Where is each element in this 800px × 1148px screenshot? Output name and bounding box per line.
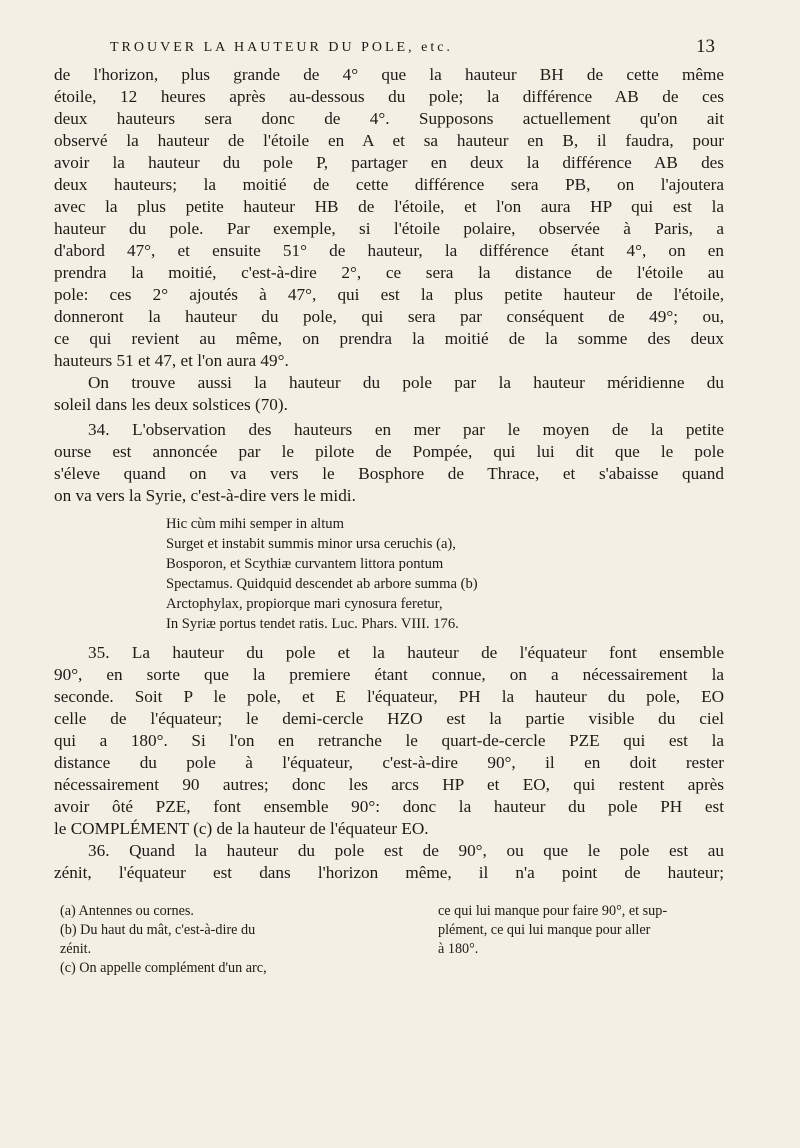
verse-line: In Syriæ portus tendet ratis. Luc. Phars. VIII. 176. [166,616,459,632]
text-line: prendra la moitié, c'est-à-dire 2°, ce sera la distance de l'étoile au [54,263,724,282]
text-line: On trouve aussi la hauteur du pole par la hauteur méridienne du [88,373,724,392]
footnotes [60,902,720,992]
text-line: on va vers la Syrie, c'est-à-dire vers le midi. [54,486,356,505]
text-line: ourse est annoncée par le pilote de Pompée, qui lui dit que le pole [54,442,724,461]
text-line: s'éleve quand on va vers le Bosphore de Thrace, et s'abaisse quand [54,464,724,483]
text-line: ce qui revient au même, on prendra la moitié de la somme des deux [54,329,724,348]
text-line: hauteurs 51 et 47, et l'on aura 49°. [54,351,289,370]
verse-line: Surget et instabit summis minor ursa ceruchis (a), [166,536,456,552]
text-line: avec la plus petite hauteur HB de l'étoile, et l'on aura HP qui est la [54,197,724,216]
running-title: TROUVER LA HAUTEUR DU POLE, etc. [110,40,453,55]
verse-line: Spectamus. Quidquid descendet ab arbore summa (b) [166,576,478,592]
text-line: deux hauteurs; la moitié de cette différence sera PB, on l'ajoutera [54,175,724,194]
page-number: 13 [696,36,715,57]
text-line: seconde. Soit P le pole, et E l'équateur, PH la hauteur du pole, EO [54,687,724,706]
text-line: 36. Quand la hauteur du pole est de 90°, ou que le pole est au [88,841,724,860]
footnote-line: (b) Du haut du mât, c'est-à-dire du [60,922,256,938]
verse-line: Hic cùm mihi semper in altum [166,516,344,532]
text-line: nécessairement 90 autres; donc les arcs HP et EO, qui restent après [54,775,724,794]
footnote-line: plément, ce qui lui manque pour aller [438,922,651,938]
text-line: soleil dans les deux solstices (70). [54,395,288,414]
text-line: qui a 180°. Si l'on en retranche le quart-de-cercle PZE qui est la [54,731,724,750]
text-line: hauteur du pole. Par exemple, si l'étoile polaire, observée à Paris, a [54,219,724,238]
text-line: de l'horizon, plus grande de 4° que la hauteur BH de cette même [54,65,724,84]
verse-line: Arctophylax, propiorque mari cynosura feretur, [166,596,443,612]
text-line: distance du pole à l'équateur, c'est-à-dire 90°, il en doit rester [54,753,724,772]
text-line: avoir ôté PZE, font ensemble 90°: donc la hauteur du pole PH est [54,797,724,816]
footnote-line: ce qui lui manque pour faire 90°, et sup- [438,903,668,919]
running-header [110,36,715,62]
verse-line: Bosporon, et Scythiæ curvantem littora pontum [166,556,444,572]
text-line: étoile, 12 heures après au-dessous du pole; la différence AB de ces [54,87,724,106]
text-line: 34. L'observation des hauteurs en mer par le moyen de la petite [88,420,724,439]
text-line: observé la hauteur de l'étoile en A et sa hauteur en B, il faudra, pour [54,131,724,150]
text-line: 35. La hauteur du pole et la hauteur de l'équateur font ensemble [88,643,724,662]
text-line: pole: ces 2° ajoutés à 47°, qui est la plus petite hauteur de l'étoile, [54,285,724,304]
text-line: 90°, en sorte que la premiere étant connue, on a nécessairement la [54,665,724,684]
text-line: d'abord 47°, et ensuite 51° de hauteur, la différence étant 4°, on en [54,241,724,260]
text-line: deux hauteurs sera donc de 4°. Supposons actuellement qu'on ait [54,109,724,128]
footnote-line: (a) Antennes ou cornes. [60,903,194,919]
text-line: avoir la hauteur du pole P, partager en deux la différence AB des [54,153,724,172]
footnote-line: (c) On appelle complément d'un arc, [60,960,267,976]
text-line: celle de l'équateur; le demi-cercle HZO est la partie visible du ciel [54,709,724,728]
text-line: le COMPLÉMENT (c) de la hauteur de l'équateur EO. [54,819,429,838]
text-line: donneront la hauteur du pole, qui sera par conséquent de 49°; ou, [54,307,724,326]
footnote-line: à 180°. [438,941,479,957]
footnote-line: zénit. [60,941,92,957]
text-line: zénit, l'équateur est dans l'horizon même, il n'a point de hauteur; [54,863,724,882]
